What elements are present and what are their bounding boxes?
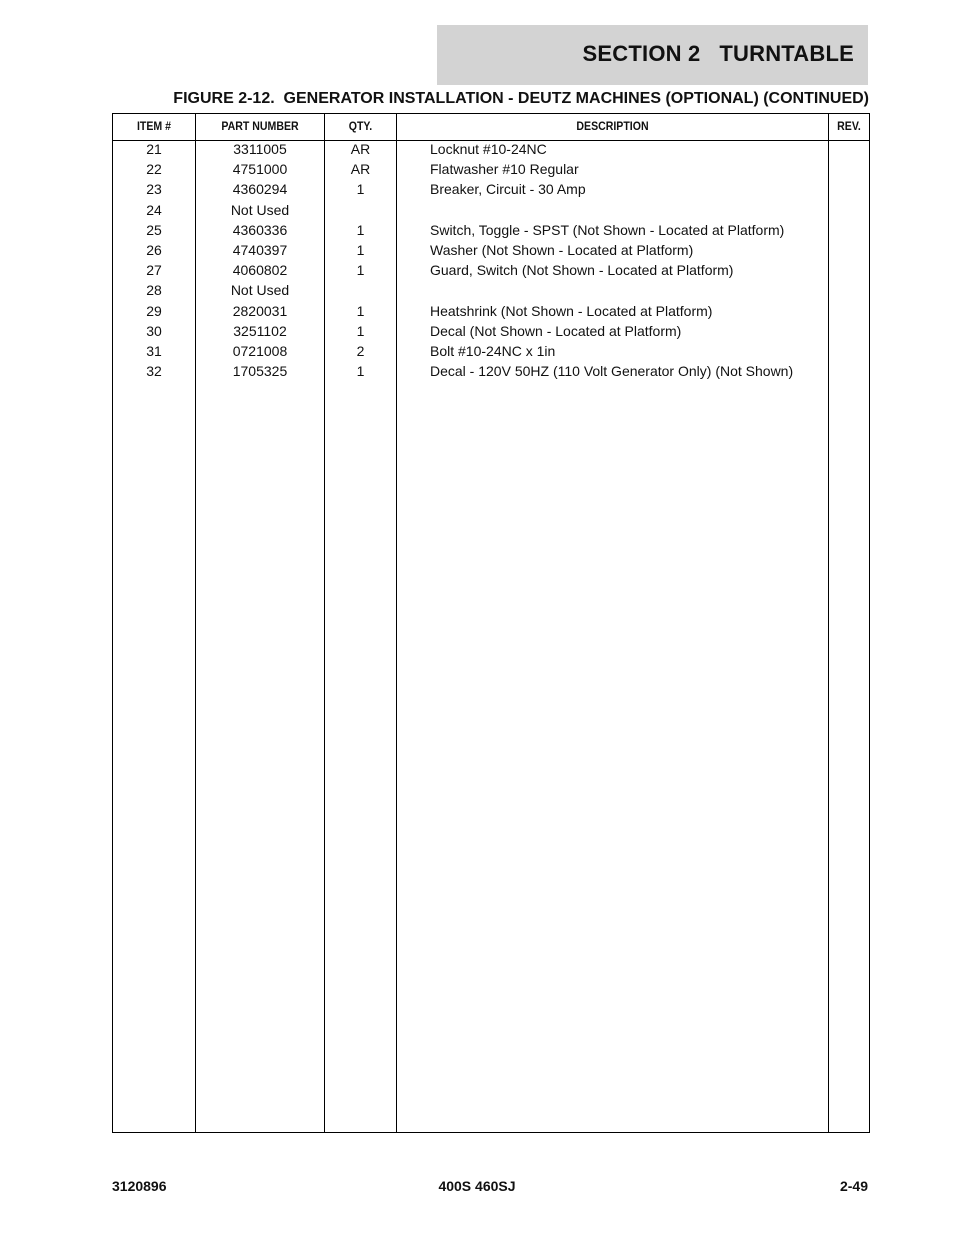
- part-number: 4751000: [232, 161, 288, 178]
- part-number: 0721008: [232, 342, 288, 359]
- table-row: [113, 343, 869, 363]
- column-header-rev: REV.: [837, 119, 861, 133]
- column-header-part-number: PART NUMBER: [221, 119, 299, 133]
- part-number: 4740397: [232, 241, 288, 258]
- part-number: 3251102: [233, 322, 287, 339]
- table-row: [113, 242, 869, 262]
- item-number: 32: [146, 363, 162, 380]
- table-row: [113, 282, 869, 302]
- item-number: 26: [146, 241, 162, 258]
- item-number: 31: [146, 342, 162, 359]
- table-row: [113, 141, 869, 161]
- part-number: 1705325: [232, 363, 288, 380]
- quantity: AR: [350, 161, 371, 178]
- section-header-box: [437, 25, 868, 85]
- quantity: 1: [356, 241, 365, 258]
- parts-table: [112, 113, 870, 1133]
- item-number: 24: [146, 201, 162, 218]
- item-number: 25: [146, 221, 162, 238]
- part-number: Not Used: [230, 201, 290, 218]
- quantity: 1: [356, 262, 365, 279]
- item-number: 30: [146, 322, 162, 339]
- table-row: [113, 323, 869, 343]
- column-header-qty: QTY.: [348, 119, 373, 133]
- item-number: 23: [146, 181, 162, 198]
- part-number: 4060802: [232, 262, 288, 279]
- footer-model: 400S 460SJ: [438, 1178, 516, 1194]
- footer-document-number: 3120896: [112, 1178, 167, 1194]
- description: Breaker, Circuit - 30 Amp: [430, 181, 586, 198]
- table-header-row: [113, 114, 869, 141]
- part-number: Not Used: [230, 282, 290, 299]
- item-number: 22: [146, 161, 162, 178]
- item-number: 27: [146, 262, 162, 279]
- part-number: 3311005: [233, 141, 287, 157]
- part-number: 2820031: [232, 302, 288, 319]
- table-body: [113, 141, 869, 383]
- table-row: [113, 262, 869, 282]
- column-header-item: ITEM #: [136, 119, 172, 133]
- description: Decal (Not Shown - Located at Platform): [430, 322, 682, 339]
- quantity: 1: [356, 322, 365, 339]
- description: Guard, Switch (Not Shown - Located at Platform): [430, 262, 734, 279]
- column-header-description: DESCRIPTION: [576, 119, 649, 133]
- description: Bolt #10-24NC x 1in: [430, 342, 556, 359]
- table-row: [113, 181, 869, 201]
- description: Washer (Not Shown - Located at Platform): [430, 241, 694, 258]
- quantity: 1: [356, 363, 365, 380]
- table-row: [113, 161, 869, 181]
- quantity: 1: [356, 221, 365, 238]
- part-number: 4360294: [232, 181, 288, 198]
- item-number: 21: [146, 141, 162, 157]
- footer-page-number: 2-49: [839, 1178, 868, 1194]
- description: Locknut #10-24NC: [430, 141, 547, 157]
- figure-title: FIGURE 2-12. GENERATOR INSTALLATION - DEUTZ MACHINES (OPTIONAL) (CONTINUED): [173, 90, 869, 107]
- table-row: [113, 202, 869, 222]
- table-row: [113, 222, 869, 242]
- table-row: [113, 363, 869, 383]
- quantity: AR: [350, 141, 371, 157]
- item-number: 28: [146, 282, 162, 299]
- description: Decal - 120V 50HZ (110 Volt Generator Only) (Not Shown): [430, 363, 794, 380]
- part-number: 4360336: [232, 221, 288, 238]
- description: Flatwasher #10 Regular: [430, 161, 579, 178]
- section-title: SECTION 2 TURNTABLE: [582, 41, 854, 66]
- quantity: 1: [356, 181, 365, 198]
- quantity: 2: [356, 342, 365, 359]
- quantity: 1: [356, 302, 365, 319]
- table-row: [113, 303, 869, 323]
- item-number: 29: [146, 302, 162, 319]
- description: Switch, Toggle - SPST (Not Shown - Located at Platform): [430, 221, 785, 238]
- description: Heatshrink (Not Shown - Located at Platform): [430, 302, 713, 319]
